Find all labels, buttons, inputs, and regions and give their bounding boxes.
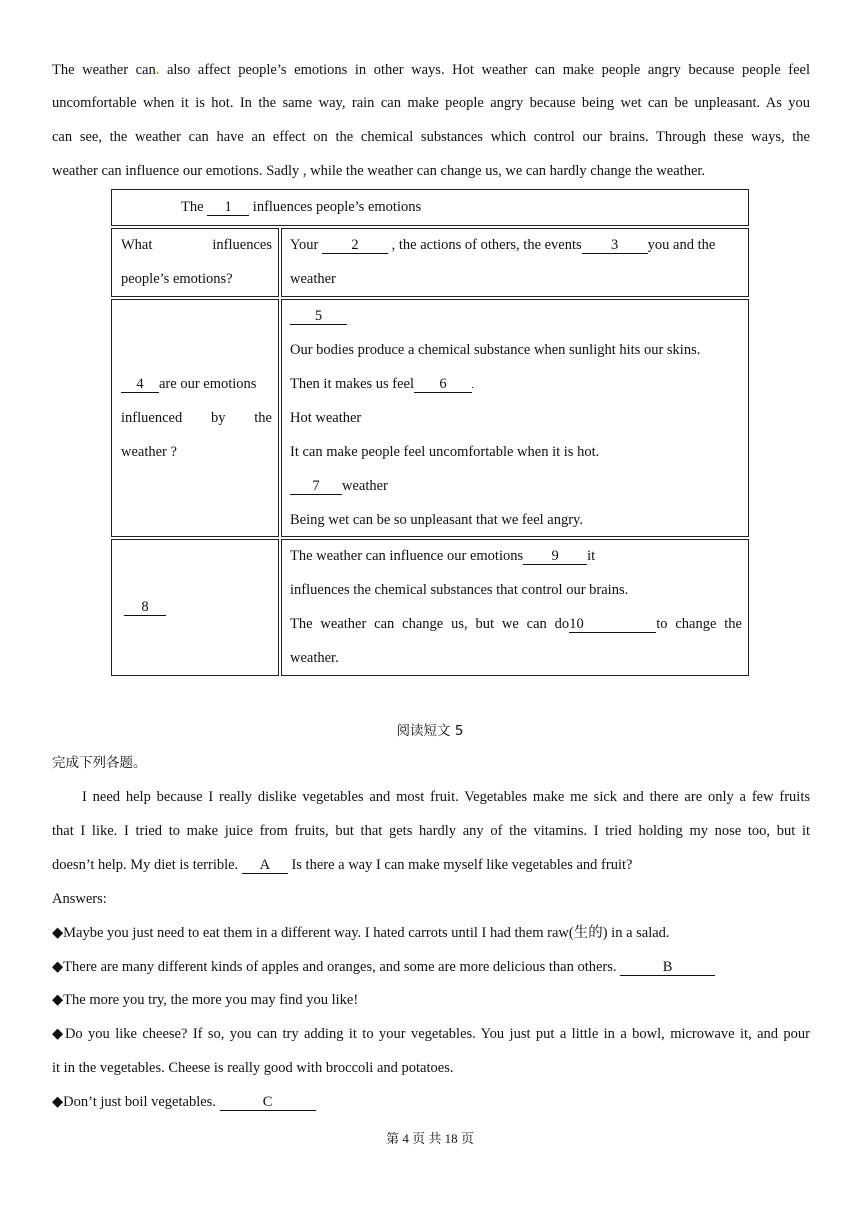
answers-label: Answers: (52, 891, 107, 907)
text: weather ? (121, 444, 177, 460)
text: weather (290, 271, 336, 287)
table-title-row (111, 189, 749, 226)
row1-left-cell (111, 228, 279, 297)
row2-left-cell (111, 299, 279, 537)
instruction: 完成下列各题。 (52, 755, 147, 771)
answer-2: ◆There are many different kinds of apples and oranges, and some are more delicious than others. B (52, 957, 810, 977)
text: Hot weather (290, 410, 362, 426)
row2-right-line6: 7 weather (290, 470, 388, 504)
answer-4-line-1: ◆Do you like cheese? If so, you can try adding it to your vegetables. You just put a little in a bowl, microwave it, and pour (52, 1026, 811, 1042)
blank-4[interactable]: 4 (121, 376, 159, 393)
row3-right-line3: The weather can change us, but we can do10 to change the (290, 616, 742, 632)
blank-7[interactable]: 7 (290, 478, 342, 495)
diamond-bullet-icon: ◆ (52, 992, 64, 1008)
highlight-dot: . (155, 62, 160, 78)
text: The weather can (52, 62, 156, 78)
text: people’s emotions? (121, 271, 233, 287)
text: influences the chemical substances that control our brains. (290, 582, 629, 598)
row1-right-line1: Your 2 , the actions of others, the events 3 you and the (290, 237, 716, 253)
blank-5[interactable]: 5 (290, 308, 347, 325)
blank-8[interactable]: 8 (124, 599, 166, 616)
row3-left-line1 (124, 591, 166, 625)
passage-line-3: can see, the weather can have an effect on the chemical substances which control our brains. Through these ways, the (52, 129, 810, 145)
row2-left-line1: 4 are our emotions (121, 368, 256, 402)
p1-line-3: doesn’t help. My diet is terrible. A Is there a way I can make myself like vegetables and fruit? (52, 857, 633, 873)
answer-1: ◆Maybe you just need to eat them in a different way. I hated carrots until I had them raw(生的) in a salad. (52, 925, 670, 941)
passage-line-4: weather can influence our emotions. Sadly , while the weather can change us, we can hardly change the weather. (52, 163, 706, 179)
row3-right-line1: The weather can influence our emotions 9 it (290, 548, 596, 564)
text: also affect people’s emotions in other ways. Hot weather can make people angry because people feel (159, 62, 810, 78)
blank-A[interactable]: A (242, 857, 288, 874)
table-title: The 1 influences people’s emotions (181, 199, 422, 215)
answer-3: ◆The more you try, the more you may find you like! (52, 992, 359, 1008)
blank-2[interactable]: 2 (322, 237, 388, 254)
passage-line-2: uncomfortable when it is hot. In the same way, rain can make people angry because being wet can be unpleasant. As you (52, 95, 810, 111)
row2-right-line1 (290, 300, 347, 334)
passage-line-1 (52, 60, 810, 80)
diamond-bullet-icon: ◆ (52, 959, 64, 975)
blank-10[interactable]: 10 (569, 616, 656, 633)
blank-1[interactable]: 1 (207, 199, 249, 216)
section-heading: 阅读短文 5 (396, 723, 464, 739)
row3-left-cell (111, 539, 279, 676)
diamond-bullet-icon: ◆ (52, 1094, 64, 1110)
text: weather. (290, 650, 339, 666)
diamond-bullet-icon: ◆ (52, 925, 64, 941)
diamond-bullet-icon: ◆ (52, 1026, 65, 1042)
page-footer: 第 4 页 共 18 页 (386, 1131, 474, 1146)
blank-9[interactable]: 9 (523, 548, 587, 565)
blank-3[interactable]: 3 (582, 237, 648, 254)
text: influenced by the (121, 410, 272, 426)
row2-right-cell (281, 299, 749, 537)
blank-6[interactable]: 6 (414, 376, 472, 393)
p1-line-1: I need help because I really dislike vegetables and most fruit. Vegetables make me sick and there are only a few fruits (82, 789, 810, 805)
p1-line-2: that I like. I tried to make juice from fruits, but that gets hardly any of the vitamins. I tried holding my nose too, but it (52, 823, 810, 839)
blank-C[interactable]: C (220, 1094, 316, 1111)
row3-right-cell (281, 539, 749, 676)
text: It can make people feel uncomfortable when it is hot. (290, 444, 600, 460)
answer-4-line-2: it in the vegetables. Cheese is really good with broccoli and potatoes. (52, 1060, 454, 1076)
answer-5: ◆Don’t just boil vegetables. C (52, 1092, 810, 1112)
blank-B[interactable]: B (620, 959, 715, 976)
row2-right-line3: Then it makes us feel 6 (290, 368, 473, 402)
text: Our bodies produce a chemical substance when sunlight hits our skins. (290, 342, 701, 358)
row1-right-cell (281, 228, 749, 297)
text: Being wet can be so unpleasant that we feel angry. (290, 512, 583, 528)
text: What influences (121, 237, 272, 253)
